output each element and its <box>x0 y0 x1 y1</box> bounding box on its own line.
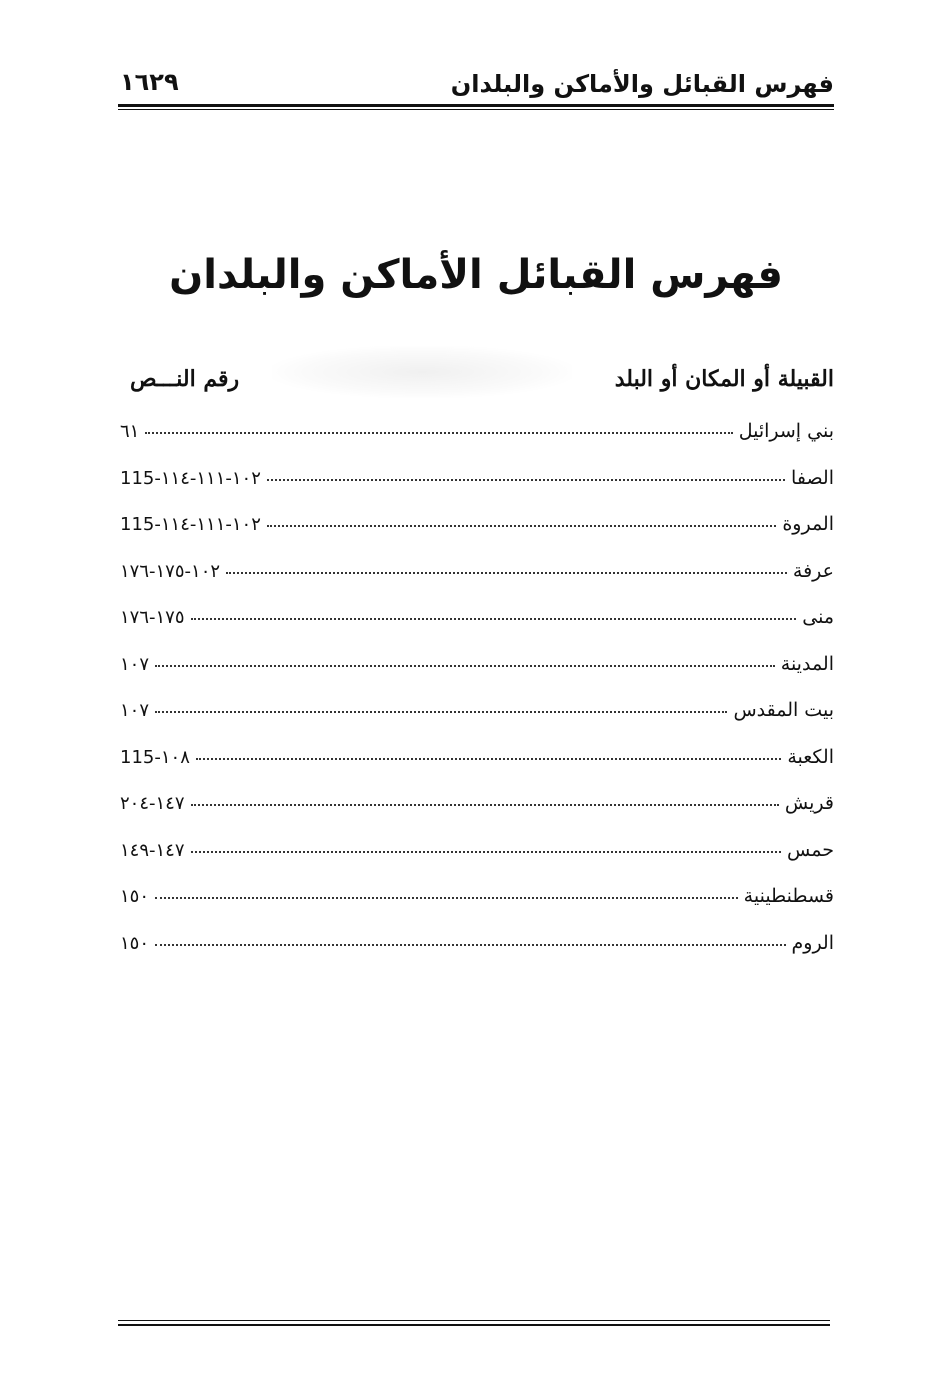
entry-pages: ١٠٧ <box>120 653 150 675</box>
index-entry <box>120 746 834 793</box>
entry-name: قريش <box>784 792 834 814</box>
leader-dots <box>155 711 727 713</box>
index-entry <box>120 467 834 514</box>
index-entry <box>120 513 834 560</box>
entry-pages: ١٠٢-١٧٥-١٧٦ <box>120 560 221 582</box>
index-entry <box>120 932 834 979</box>
index-entry <box>120 792 834 839</box>
leader-dots <box>267 479 785 481</box>
entry-pages: ١٤٧-١٤٩ <box>120 839 185 861</box>
leader-dots <box>155 897 738 899</box>
entry-pages: ١٤٧-٢٠٤ <box>120 793 185 814</box>
entry-name: حمس <box>787 838 834 861</box>
entry-pages: ١٠٨-115 <box>120 746 190 768</box>
column-header-ref: رقم النـــص <box>130 366 240 392</box>
running-title: فهرس القبائل والأماكن والبلدان <box>450 70 834 98</box>
index-list <box>120 420 834 978</box>
entry-name: الكعبة <box>787 745 834 768</box>
leader-dots <box>196 758 781 760</box>
page-title: فهرس القبائل الأماكن والبلدان <box>169 252 783 298</box>
entry-name: منى <box>802 606 834 628</box>
index-entry <box>120 653 834 700</box>
entry-pages: ١٠٢-١١١-١١٤-115 <box>120 467 261 489</box>
entry-name: الصفا <box>791 466 834 489</box>
entry-name: بيت المقدس <box>733 699 834 721</box>
header-rule <box>118 104 834 107</box>
entry-name: قسطنطينية <box>743 885 834 907</box>
leader-dots <box>191 804 779 806</box>
page-number: ١٦٢٩ <box>120 68 179 96</box>
entry-pages: ١٥٠ <box>120 932 150 954</box>
entry-name: عرفة <box>792 559 834 582</box>
header-rule-thin <box>118 109 834 110</box>
entry-pages: ٦١ <box>120 421 140 442</box>
index-entry <box>120 885 834 932</box>
leader-dots <box>145 432 732 434</box>
entry-pages: ١٠٢-١١١-١١٤-115 <box>120 514 261 535</box>
index-entry <box>120 560 834 607</box>
entry-name: بني إسرائيل <box>738 420 834 442</box>
entry-pages: ١٥٠ <box>120 886 150 907</box>
index-entry <box>120 606 834 653</box>
leader-dots <box>267 525 776 527</box>
leader-dots <box>226 572 787 574</box>
entry-name: المدينة <box>780 652 834 675</box>
entry-name: المروة <box>782 513 834 535</box>
entry-pages: ١٠٧ <box>120 700 150 721</box>
entry-pages: ١٧٥-١٧٦ <box>120 607 185 628</box>
leader-dots <box>191 618 797 620</box>
index-entry <box>120 420 834 467</box>
leader-dots <box>155 944 785 946</box>
entry-name: الروم <box>791 931 834 954</box>
column-header-name: القبيلة أو المكان أو البلد <box>614 366 834 392</box>
running-header <box>118 66 834 102</box>
leader-dots <box>155 665 775 667</box>
index-entry <box>120 839 834 886</box>
index-entry <box>120 699 834 746</box>
column-headers <box>120 366 834 402</box>
leader-dots <box>191 851 782 853</box>
footer-rule-thin <box>118 1320 830 1321</box>
footer-rule <box>118 1324 830 1326</box>
